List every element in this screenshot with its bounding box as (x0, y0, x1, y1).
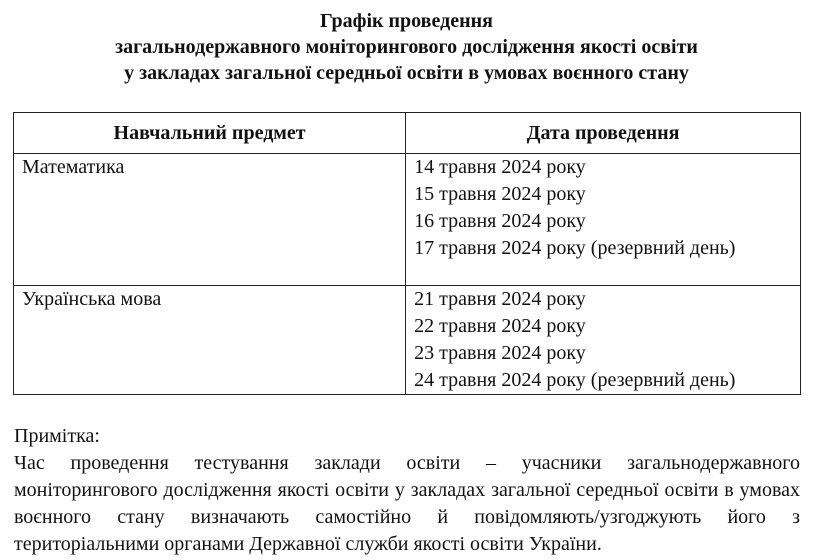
note-section (14, 423, 800, 558)
note-label: Примітка: (14, 425, 100, 447)
date-item: 21 травня 2024 року (414, 288, 586, 310)
title-line-1: Графік проведення (320, 10, 493, 32)
table-row (14, 154, 801, 286)
date-item: 15 травня 2024 року (414, 183, 586, 205)
title-line-2: загальнодержавного моніторингового дослідження якості освіти (115, 36, 698, 58)
date-item: 17 травня 2024 року (резервний день) (414, 237, 736, 259)
note-text: Час проведення тестування заклади освіти – учасники загальнодержавного моніторингового дослідження якості освіти у закладах загальної середньої освіти в умовах воєнного стану визначають самостійно й повідомляють/узгоджують його з територіальними органами Державної служби якості освіти України. (14, 452, 800, 555)
date-item: 14 травня 2024 року (414, 156, 586, 178)
date-item: 24 травня 2024 року (резервний день) (414, 369, 736, 391)
table-row (14, 286, 801, 395)
dates-cell (406, 286, 801, 395)
date-item: 22 травня 2024 року (414, 315, 586, 337)
schedule-table (13, 112, 801, 395)
table-header-row (14, 113, 801, 154)
document-title (0, 8, 813, 86)
date-item: 16 травня 2024 року (414, 210, 586, 232)
title-line-3: у закладах загальної середньої освіти в умовах воєнного стану (124, 62, 689, 84)
subject-cell: Математика (14, 154, 406, 286)
dates-cell (406, 154, 801, 286)
header-date: Дата проведення (406, 113, 801, 154)
date-item: 23 травня 2024 року (414, 342, 586, 364)
subject-cell: Українська мова (14, 286, 406, 395)
header-subject: Навчальний предмет (14, 113, 406, 154)
